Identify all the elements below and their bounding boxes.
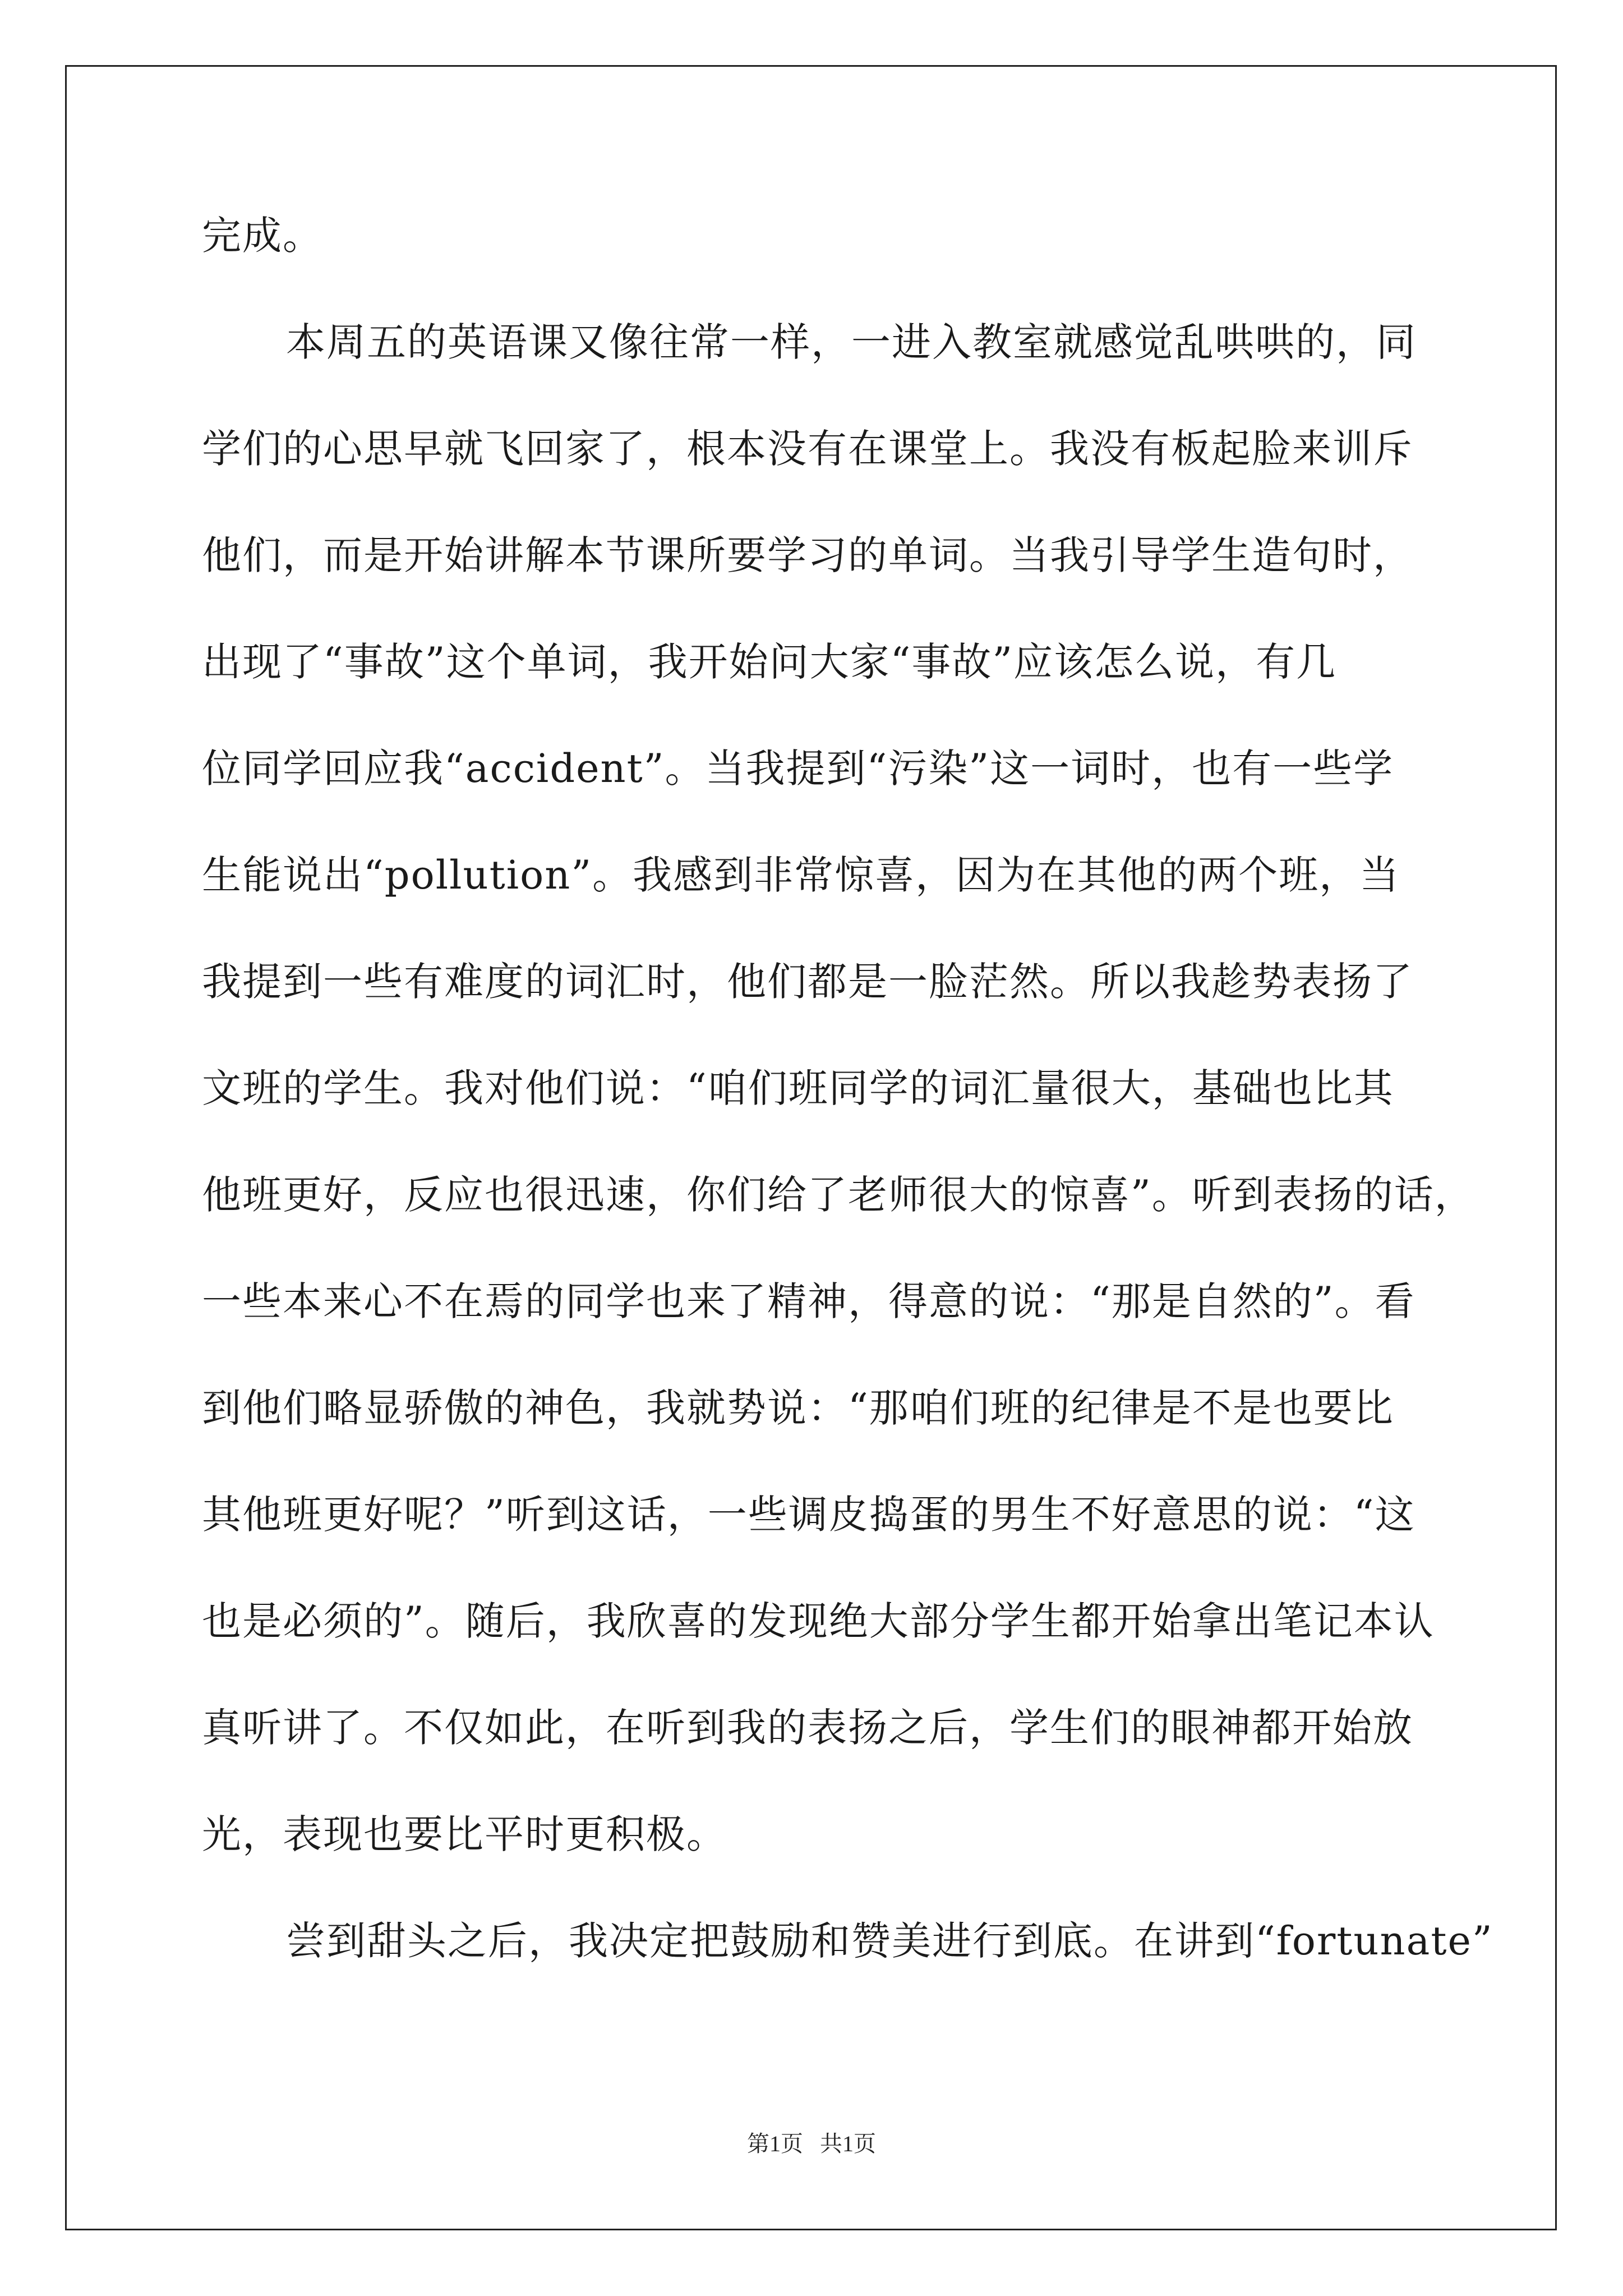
text-line-5: 出现了“事故”这个单词，我开始问大家“事故”应该怎么说，有几 (202, 639, 1337, 685)
text-line-9: 文班的学生。我对他们说：“咱们班同学的词汇量很大，基础也比其 (202, 1065, 1394, 1111)
text-line-14: 也是必须的”。随后，我欣喜的发现绝大部分学生都开始拿出笔记本认 (202, 1598, 1435, 1644)
text-line-12: 到他们略显骄傲的神色，我就势说：“那咱们班的纪律是不是也要比 (202, 1385, 1394, 1431)
text-line-15: 真听讲了。不仅如此，在听到我的表扬之后，学生们的眼神都开始放 (202, 1705, 1413, 1751)
text-line-1: 完成。 (202, 213, 323, 259)
text-line-8: 我提到一些有难度的词汇时，他们都是一脸茫然。所以我趁势表扬了 (202, 959, 1413, 1005)
text-line-3: 学们的心思早就飞回家了，根本没有在课堂上。我没有板起脸来训斥 (202, 426, 1413, 472)
text-line-11: 一些本来心不在焉的同学也来了精神，得意的说：“那是自然的”。看 (202, 1278, 1415, 1324)
text-line-10: 他班更好，反应也很迅速，你们给了老师很大的惊喜”。听到表扬的话， (202, 1172, 1475, 1218)
text-line-6: 位同学回应我“accident”。当我提到“污染”这一词时，也有一些学 (202, 746, 1394, 792)
text-line-2: 本周五的英语课又像往常一样，一进入教室就感觉乱哄哄的，同 (286, 319, 1417, 365)
page-border (65, 65, 1557, 2230)
page-footer: 第1页 共1页 (747, 2131, 876, 2156)
text-line-7: 生能说出“pollution”。我感到非常惊喜，因为在其他的两个班，当 (202, 852, 1400, 898)
text-line-13: 其他班更好呢？”听到这话，一些调皮捣蛋的男生不好意思的说：“这 (202, 1492, 1415, 1538)
text-line-16: 光，表现也要比平时更积极。 (202, 1811, 727, 1857)
text-line-17: 尝到甜头之后，我决定把鼓励和赞美进行到底。在讲到“fortunate” (286, 1918, 1493, 1964)
text-line-4: 他们，而是开始讲解本节课所要学习的单词。当我引导学生造句时， (202, 532, 1413, 578)
